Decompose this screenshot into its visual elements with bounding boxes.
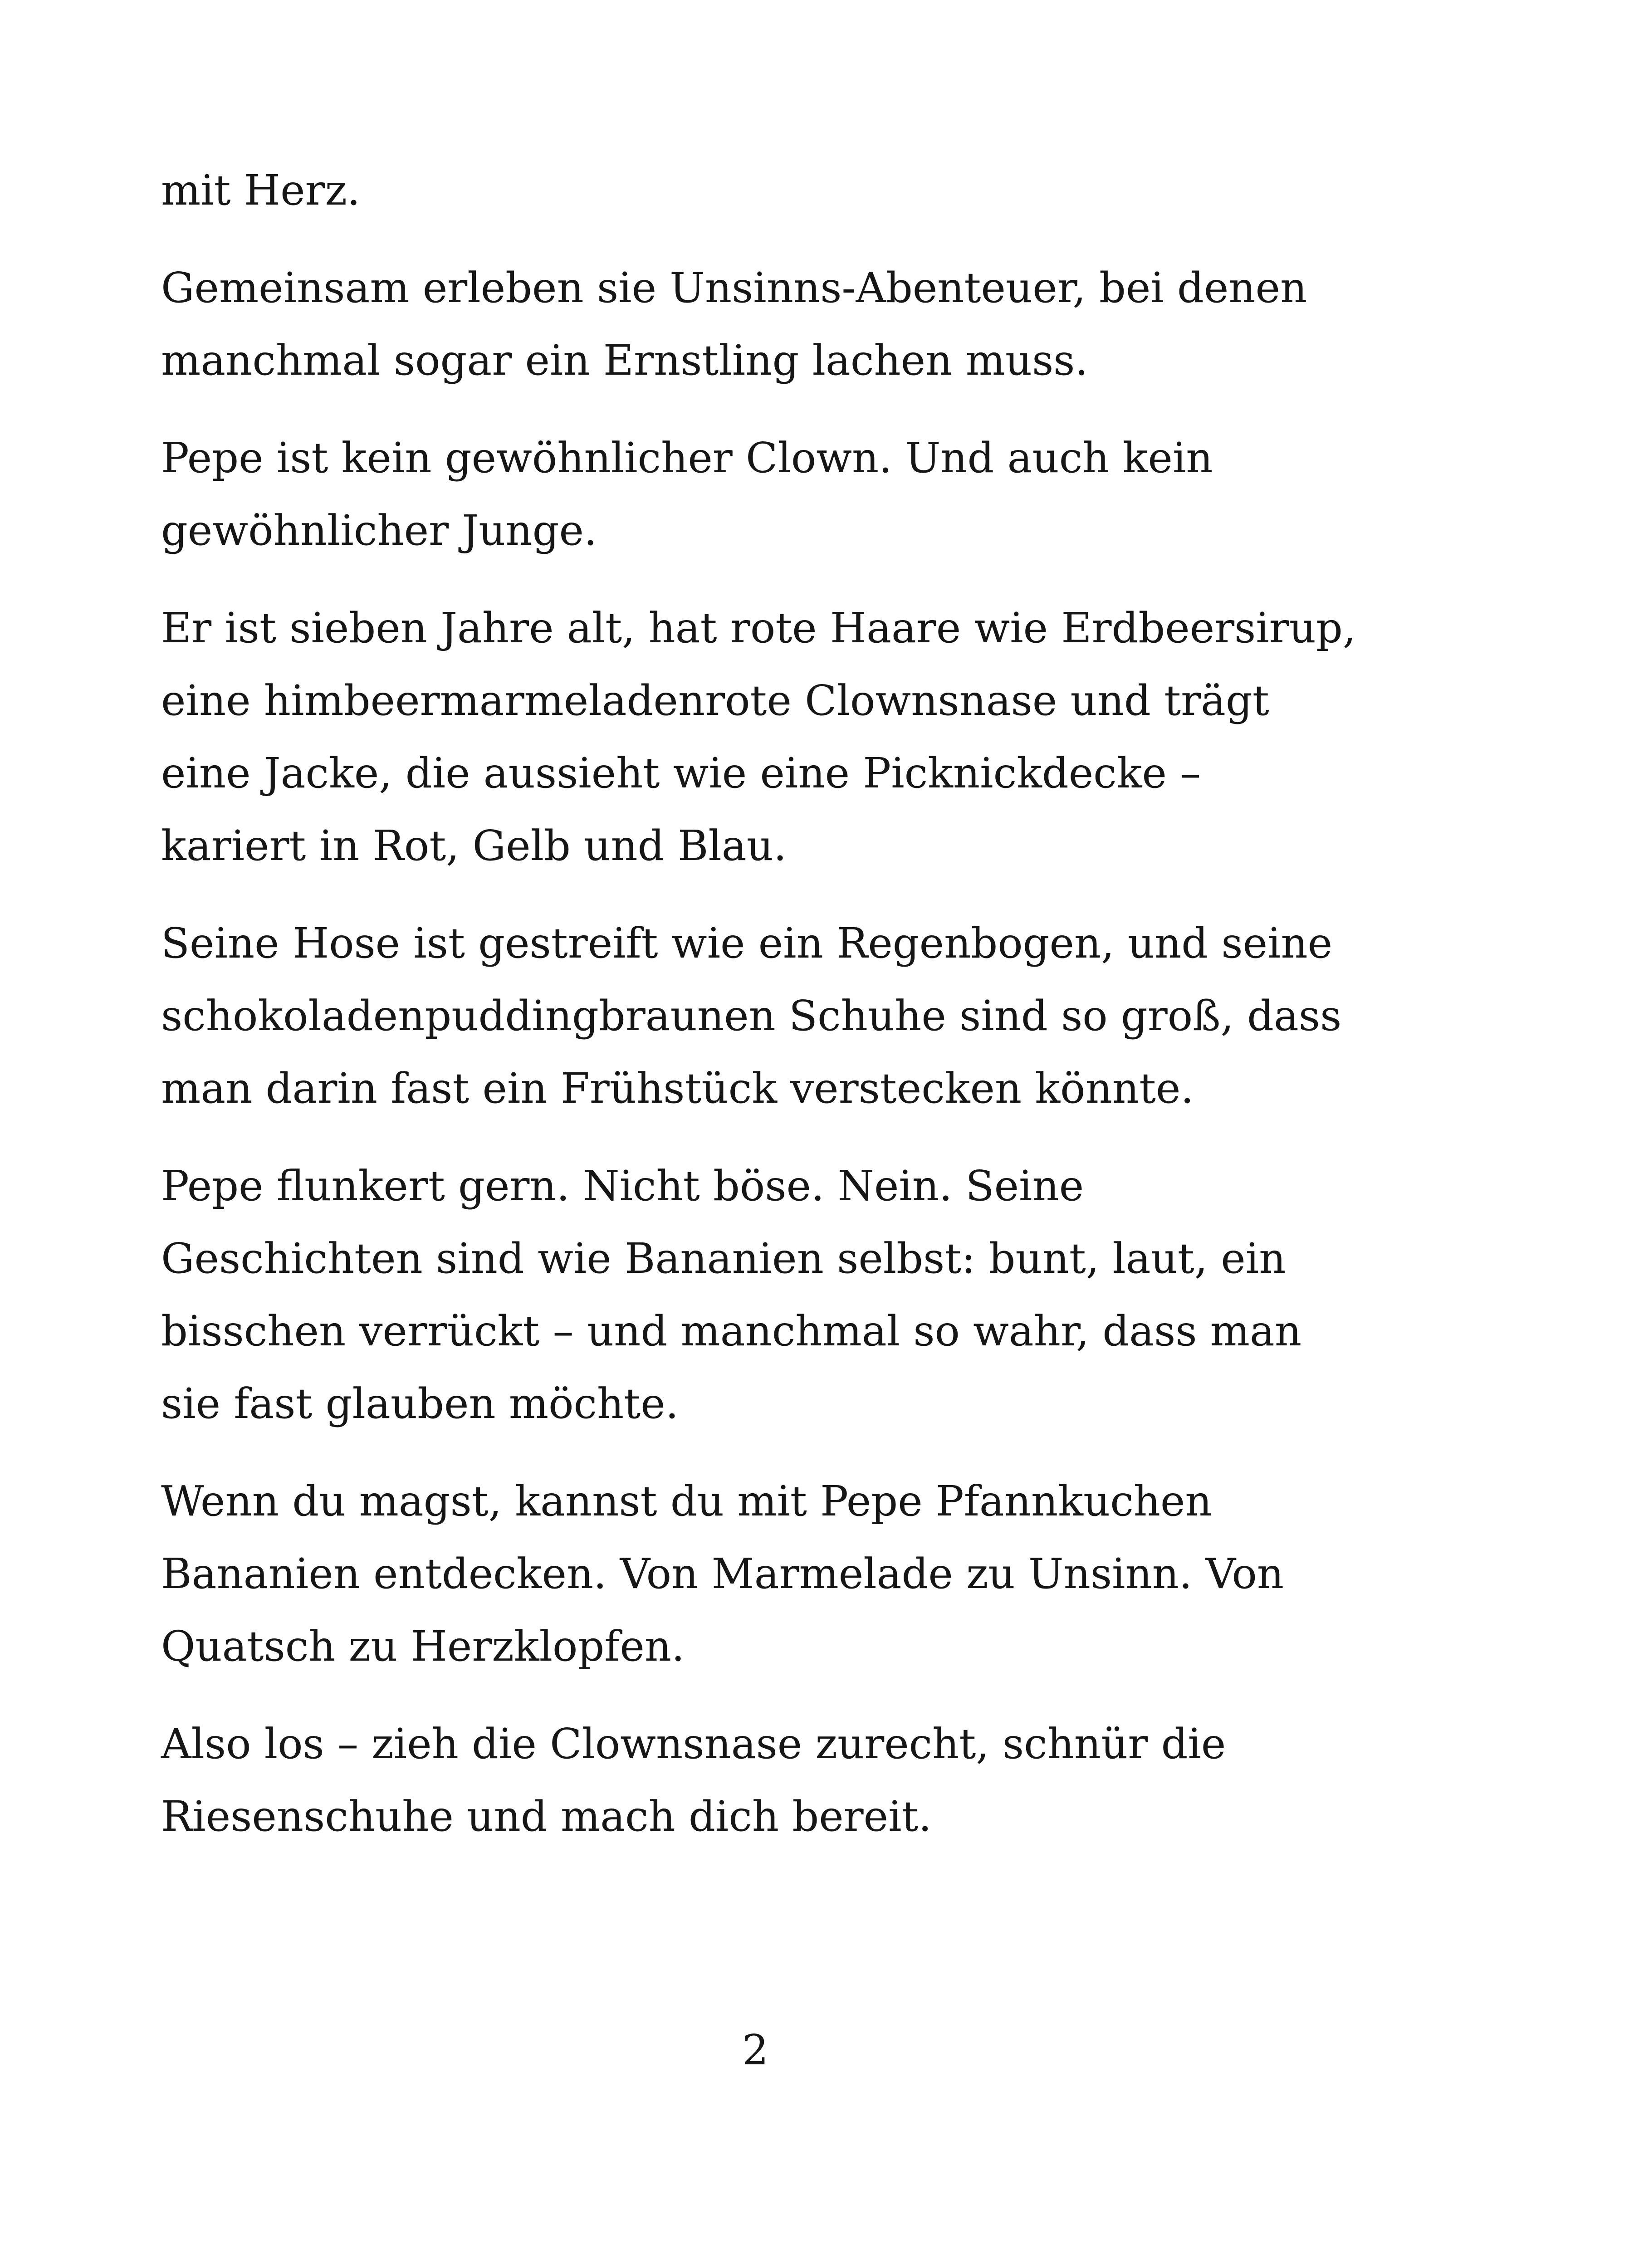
paragraph: Pepe flunkert gern. Nicht böse. Nein. Seine Geschichten sind wie Bananien selbst: bunt, laut, ein bisschen verrückt – und manchmal so wahr, dass man sie fast glauben möchte.: [161, 1162, 1302, 1428]
paragraph: Pepe ist kein gewöhnlicher Clown. Und auch kein gewöhnlicher Junge.: [161, 434, 1213, 555]
paragraph: Er ist sieben Jahre alt, hat rote Haare wie Erdbeersirup, eine himbeermarmeladenrote Clownsnase und trägt eine Jacke, die aussieht wie eine Picknickdecke – kariert in Rot, Gelb und Blau.: [161, 604, 1356, 870]
paragraph: mit Herz.: [161, 166, 361, 215]
paragraph: Seine Hose ist gestreift wie ein Regenbogen, und seine schokoladenpuddingbraunen Schuhe sind so groß, dass man darin fast ein Frühstück verstecken könnte.: [161, 919, 1342, 1113]
paragraph: Also los – zieh die Clownsnase zurecht, schnür die Riesenschuhe und mach dich bereit.: [161, 1720, 1226, 1841]
page-number: 2: [742, 2026, 769, 2074]
body-text: [161, 154, 1359, 1878]
paragraph: Gemeinsam erleben sie Unsinns-Abenteuer, bei denen manchmal sogar ein Ernstling lachen muss.: [161, 264, 1307, 385]
paragraph: Wenn du magst, kannst du mit Pepe Pfannkuchen Bananien entdecken. Von Marmelade zu Unsinn. Von Quatsch zu Herzklopfen.: [161, 1477, 1284, 1671]
